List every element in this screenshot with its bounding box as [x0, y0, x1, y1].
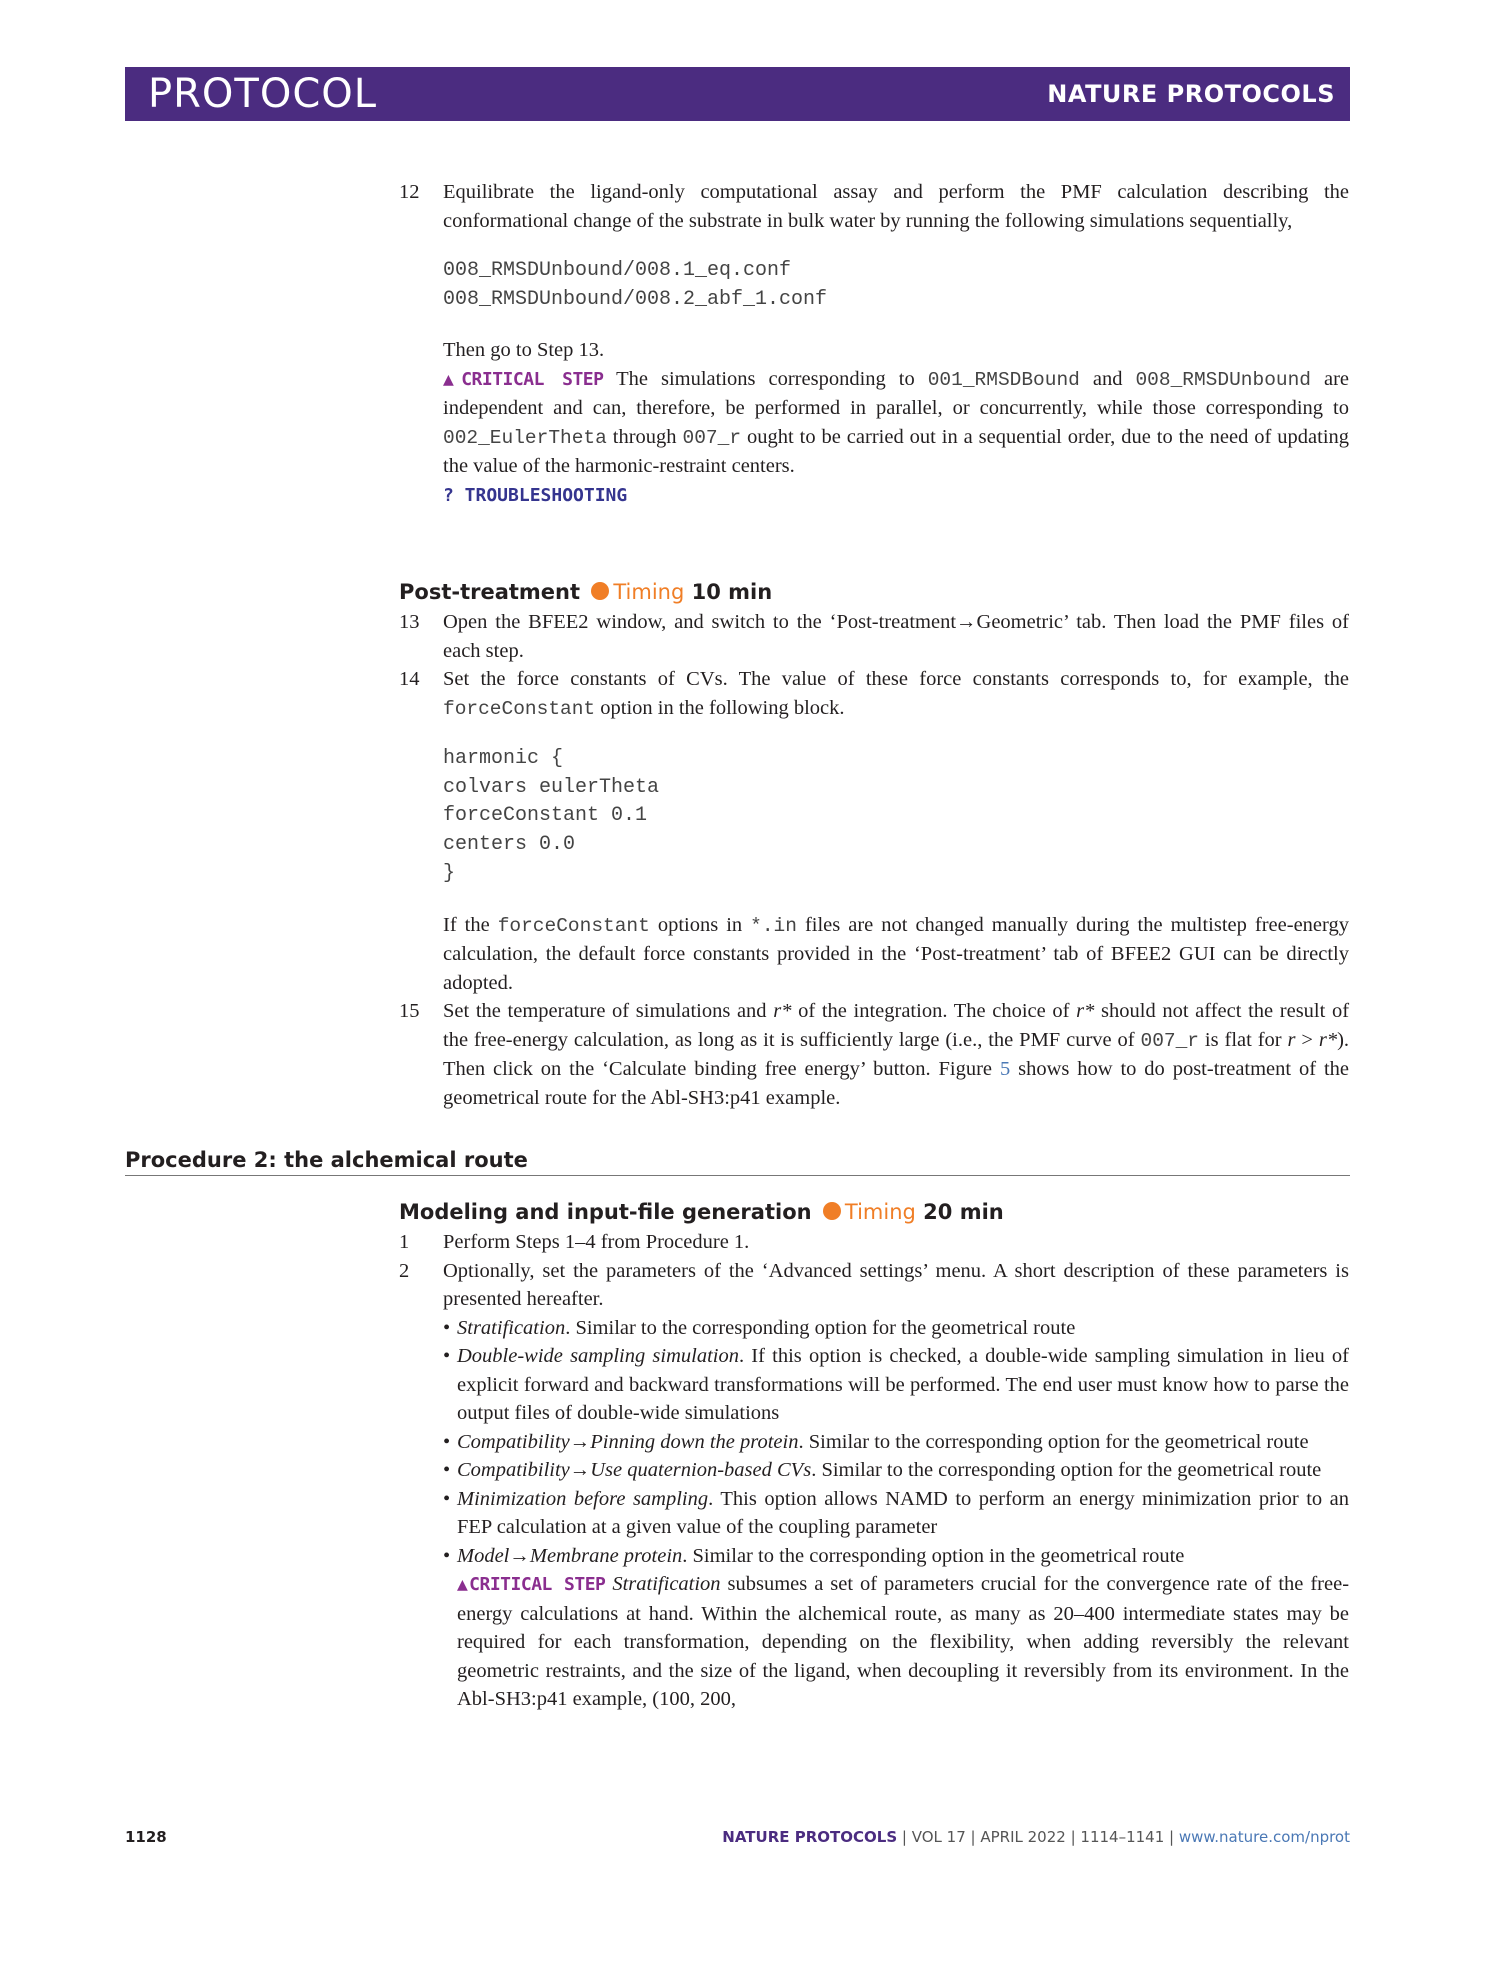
figure-link[interactable]: 5 [999, 1058, 1011, 1081]
page-number: 1128 [125, 1828, 167, 1846]
section-label: PROTOCOL [148, 71, 378, 117]
code-line: colvars eulerTheta [443, 775, 660, 799]
p2-step-2: 2 Optionally, set the parameters of the ‘Advanced settings’ menu. A short description of these parameters is presented hereafter. • Stratification. Similar to the corresponding option for the geometrical route • Double-wide sampling simulation. If this option is checked, a double-wide sampling simulation in lieu of explicit forward and backward transformations will be performed. The end user must know how to parse the output files of double-wide simulations • Compatibility→Pinning down the protein. Similar to the corresponding option for the geometrical route • Compatibility→Use quaternion-based CVs. Similar to the corresponding option for the geometrical route • Minimization before sampling. This option allows NAMD to perform an energy minimization prior to an FEP calculation at a given value of the coupling parameter • Model→Membrane protein. Similar to the corresponding option in the geometrical route ▲CRITICAL STEP Stratification subsumes a set of parameters crucial for the convergence rate of the free-energy calculations at hand. Within the alchemical route, as many as 20–400 intermediate states may be required for each transformation, depending on the flexibility, when adding reversibly the relevant geometric restraints, and the size of the ligand, when decoupling it reversibly from its environment. In the Abl-SH3:p41 example, (100, 200, [399, 1257, 1349, 1714]
options-list [443, 1314, 1349, 1571]
code-line: centers 0.0 [443, 833, 576, 857]
code-line: } [443, 861, 456, 885]
then-go-to: Then go to Step 13. [443, 339, 605, 362]
critical-step: ▲CRITICAL STEP Stratification subsumes a set of parameters crucial for the convergence rate of the free-energy calculations at hand. Within the alchemical route, as many as 20–400 intermediate states may be required for each transformation, depending on the flexibility, when adding reversibly the relevant geometric restraints, and the size of the ligand, when decoupling it reversibly from its environment. In the Abl-SH3:p41 example, (100, 200, [457, 1573, 1350, 1710]
list-item: • Double-wide sampling simulation. If this option is checked, a double-wide sampling simulation in lieu of explicit forward and backward transformations will be performed. The end user must know how to parse the output files of double-wide simulations [443, 1342, 1349, 1428]
step-14: 14 Set the force constants of CVs. The value of these force constants corresponds to, for example, the forceConstant option in the following block. harmonic { colvars eulerTheta forceConstant 0.1 centers 0.0 } If the forceConstant options in *.in files are not changed manually during the multistep free-energy calculation, the default force constants provided in the ‘Post-treatment’ tab of BFEE2 GUI can be directly adopted. [399, 668, 1349, 994]
header-banner [125, 67, 1350, 121]
step-12 [399, 178, 1349, 510]
step-number: 12 [399, 181, 420, 203]
journal-url-link[interactable]: www.nature.com/nprot [1178, 1828, 1350, 1846]
step-13: 13 Open the BFEE2 window, and switch to the ‘Post-treatment→Geometric’ tab. Then load the PMF files of each step. [399, 611, 1349, 662]
troubleshooting-link[interactable]: ? TROUBLESHOOTING [443, 484, 628, 506]
timing-dot-icon [591, 582, 609, 600]
step-text: Equilibrate the ligand-only computational assay and perform the PMF calculation describing the conformational change of the substrate in bulk water by running the following simulations sequentially, [443, 181, 1349, 232]
code-line: harmonic { [443, 747, 564, 770]
procedure-2-heading: Procedure 2: the alchemical route [125, 1148, 1350, 1176]
footer-citation: NATURE PROTOCOLS | VOL 17 | APRIL 2022 | 1114–1141 | www.nature.com/nprot [722, 1828, 1350, 1846]
list-item: • Model→Membrane protein. Similar to the corresponding option in the geometrical route [443, 1542, 1349, 1571]
code-line: 008_RMSDUnbound/008.2_abf_1.conf [443, 287, 828, 311]
p2-step-1: 1 Perform Steps 1–4 from Procedure 1. [399, 1231, 750, 1253]
list-item: • Compatibility→Pinning down the protein. Similar to the corresponding option for the geometrical route [443, 1428, 1349, 1457]
critical-step: ▲CRITICAL STEP The simulations corresponding to 001_RMSDBound and 008_RMSDUnbound are independent and can, therefore, be performed in parallel, or concurrently, while those corresponding to 002_EulerTheta through 007_r ought to be carried out in a sequential order, due to the need of updating the value of the harmonic-restraint centers. [443, 367, 1350, 478]
list-item: • Stratification. Similar to the corresponding option for the geometrical route [443, 1314, 1349, 1343]
timing-dot-icon [823, 1202, 841, 1220]
modeling-heading: Modeling and input-file generation Timing 20 min [399, 1200, 1004, 1224]
post-treatment-heading: Post-treatment Timing 10 min [399, 580, 773, 604]
list-item: • Minimization before sampling. This option allows NAMD to perform an energy minimization prior to an FEP calculation at a given value of the coupling parameter [443, 1485, 1349, 1542]
critical-step-label: ▲CRITICAL STEP [457, 1574, 606, 1595]
steps-13-15 [399, 608, 1349, 1112]
procedure-2-steps [399, 1228, 1349, 1714]
step-15: 15 Set the temperature of simulations and r* of the integration. The choice of r* should not affect the result of the free-energy calculation, as long as it is sufficiently large (i.e., the PMF curve of 007_r is flat for r > r*). Then click on the ‘Calculate binding free energy’ button. Figure 5 shows how to do post-treatment of the geometrical route for the Abl-SH3:p41 example. [399, 1000, 1350, 1109]
critical-step-label: ▲CRITICAL STEP [443, 368, 604, 390]
code-line: forceConstant 0.1 [443, 804, 648, 828]
journal-label: NATURE PROTOCOLS [1047, 80, 1335, 108]
code-line: 008_RMSDUnbound/008.1_eq.conf [443, 259, 792, 282]
list-item: • Compatibility→Use quaternion-based CVs. Similar to the corresponding option for the geometrical route [443, 1456, 1349, 1485]
